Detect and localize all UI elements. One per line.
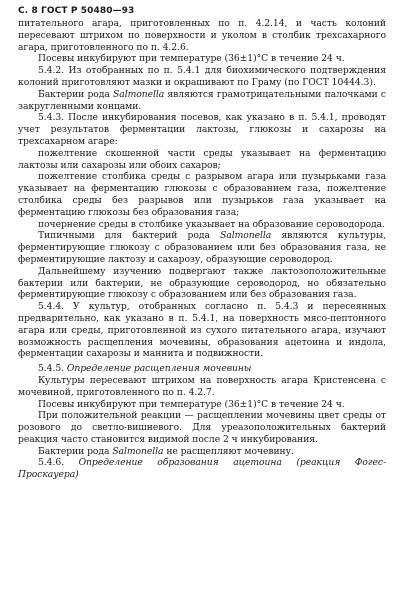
paragraph: 5.4.3. После инкубирования посевов, как указано в п. 5.4.1, проводят учет результатов ферментации лактозы, глюкозы и сахарозы на трехсахарном агаре: [18,112,386,147]
paragraph [18,446,386,458]
genus-name: Salmonella [220,230,272,242]
section-number: 5.4.5. [38,363,64,375]
paragraph: Посевы инкубируют при температуре (36±1)°С в течение 24 ч. [38,398,345,410]
text-fragment: Бактерии рода [38,88,114,100]
paragraph [18,89,386,113]
text-fragment: являются культуры, ферментирующие глюкозу с образованием или без образования газа, не ферментирующие лактозу и сахарозу, образующие сероводород. [18,230,386,265]
paragraph: 5.4.2. Из отобранных по п. 5.4.1 для биохимического подтверждения колоний приготовляют мазки и окрашивают по Граму (по ГОСТ 10444.3). [18,65,386,88]
document-body [18,18,386,481]
paragraph [18,230,386,265]
paragraph: При положительной реакции — расщеплении мочевины цвет среды от розового до светло-вишневого. Для уреазоположительных бактерий реакция часто становится видимой после 2 ч инкубирования. [18,410,386,445]
section-title: Определение расщепления мочевины [66,363,252,375]
page-header: С. 8 ГОСТ Р 50480—93 [18,6,135,16]
paragraph: почернение среды в столбике указывает на образование сероводорода. [38,218,385,230]
paragraph: Культуры пересевают штрихом на поверхность агара Кристенсена с мочевиной, приготовленного по п. 4.2.7. [18,374,386,398]
paragraph: Дальнейшему изучению подвергают также лактозоположительные бактерии или бактерии, не образующие сероводород, но обязательно ферментирующие глюкозу с образованием или без образования газа. [18,265,386,301]
genus-name: Salmonella [113,88,165,100]
text-fragment: Типичными для бактерий рода [38,230,221,242]
section-heading [18,457,386,481]
section-title: Определение образования ацетоина (реакция Фогес-Проскауера) [18,457,387,481]
text-fragment: являются грамотрицательными палочками с закругленными концами. [18,88,387,112]
paragraph: пожелтение скошенной части среды указывает на ферментацию лактозы или сахарозы или обоих сахаров; [18,147,386,171]
section-number: 5.4.6. [38,457,64,469]
section-heading [18,363,386,375]
text-fragment: не расщепляют мочевину. [163,445,294,457]
paragraph: питательного агара, приготовленных по п. 4.2.14, и часть колоний пересевают штрихом по поверхности и уколом в столбик трехсахарного агара, приготовленного по п. 4.2.6. [18,18,386,53]
paragraph: Посевы инкубируют при температуре (36±1)°С в течение 24 ч. [38,53,345,65]
paragraph: 5.4.4. У культур, отобранных согласно п. 5.4.3 и пересеянных предварительно, как указано в п. 5.4.1, на поверхность мясо-пептонного агара или среды, приготовленной из сухого питательного агара, изучают возможность расщепления мочевины, образования ацетоина и индола, ферментации сахарозы и маннита и подвижности. [18,301,386,360]
genus-name: Salmonella [112,445,164,457]
paragraph: пожелтение столбика среды с разрывом агара или пузырьками газа указывает на ферментацию глюкозы с образованием газа, пожелтение столбика среды без разрывов или пузырьков газа указывает на ферментацию глюкозы без образования газа; [18,171,386,218]
text-fragment: Бактерии рода [38,445,113,457]
